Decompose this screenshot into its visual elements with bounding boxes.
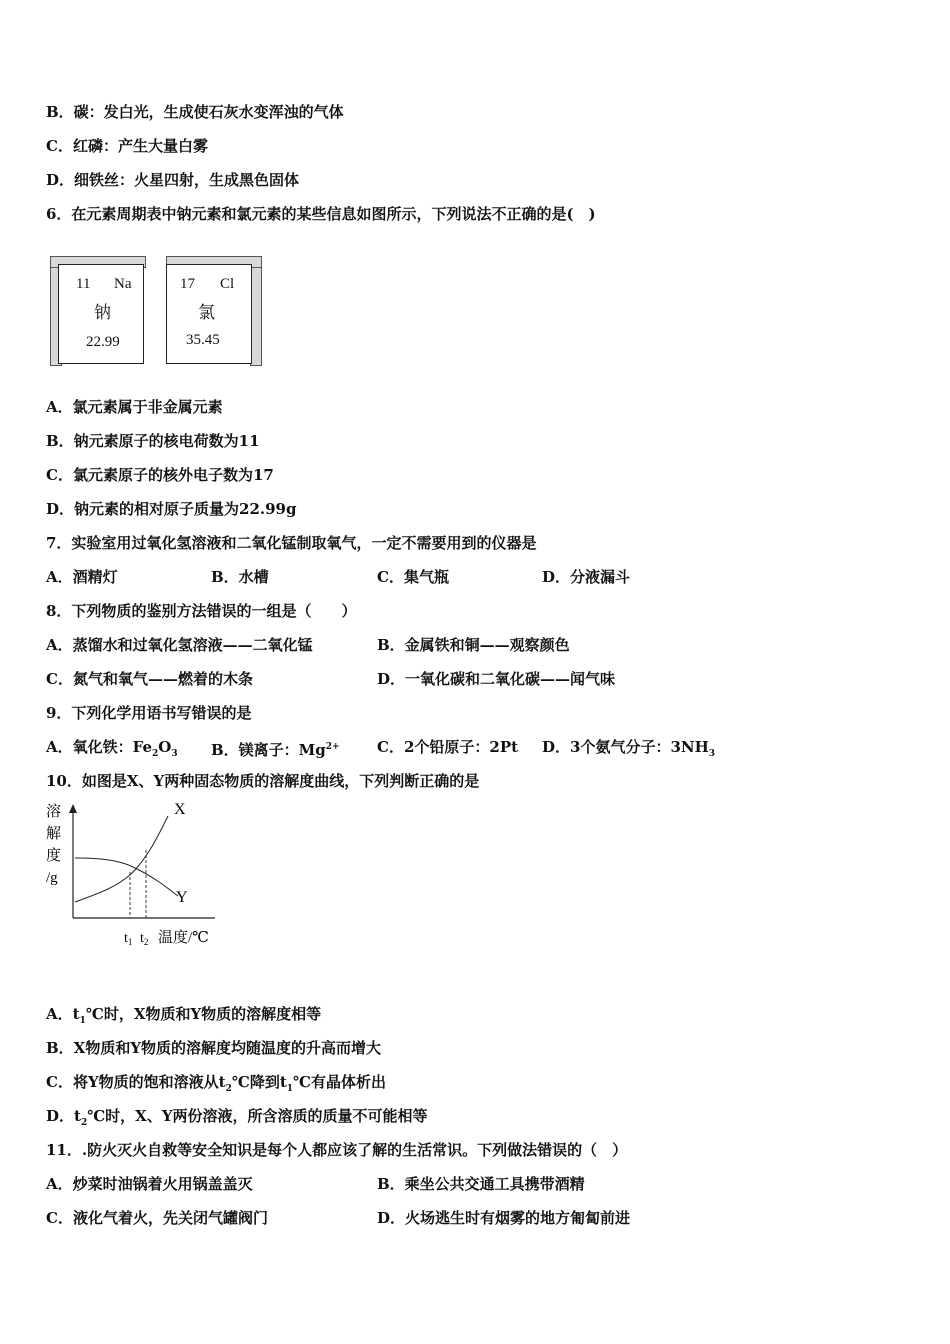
- q8-option-d: D．一氧化碳和二氧化碳——闻气味: [377, 670, 616, 688]
- q8-option-c: C．氮气和氧气——燃着的木条: [46, 670, 253, 688]
- q9-option-c: C．2个铅原子：2Pt: [377, 738, 519, 756]
- tick-t2: $t_2$: [140, 931, 149, 947]
- q8-option-b: B．金属铁和铜——观察颜色: [377, 636, 570, 654]
- q7-option-b: B．水槽: [211, 568, 269, 586]
- series-x-curve: [75, 816, 168, 902]
- series-x-label: X: [174, 801, 186, 818]
- y-axis-arrow: [69, 804, 77, 813]
- q10-option-d: D．$t_2℃$时，X、Y两份溶液，所含溶质的质量不可能相等: [46, 1107, 428, 1128]
- q6-stem: 6．在元素周期表中钠元素和氯元素的某些信息如图所示，下列说法不正确的是( ): [46, 205, 596, 223]
- q11-option-b: B．乘坐公共交通工具携带酒精: [377, 1175, 585, 1193]
- q8-stem: 8．下列物质的鉴别方法错误的一组是（ ）: [46, 602, 357, 620]
- element-symbol: Na: [114, 276, 132, 292]
- q6-option-d: D．钠元素的相对原子质量为22.99g: [46, 500, 297, 518]
- series-y-curve: [75, 858, 178, 896]
- q10-option-a: A．$t_1℃$时，X物质和Y物质的溶解度相等: [46, 1005, 322, 1026]
- q11-stem: 11．.防火灭火自救等安全知识是每个人都应该了解的生活常识。下列做法错误的（ ）: [46, 1141, 628, 1159]
- solubility-chart: [40, 798, 230, 950]
- q9-option-d: D．3个氨气分子：$3NH_3$: [542, 738, 716, 759]
- tick-t1: $t_1$: [124, 931, 133, 947]
- q5-option-d: D．细铁丝：火星四射，生成黑色固体: [46, 171, 300, 189]
- q7-option-c: C．集气瓶: [377, 568, 449, 586]
- q10-stem: 10．如图是X、Y两种固态物质的溶解度曲线，下列判断正确的是: [46, 772, 480, 790]
- q9-option-b: B．镁离子：$Mg^{2+}$: [211, 741, 340, 759]
- atomic-number: 11: [76, 276, 91, 292]
- ylabel-char-3: 度: [46, 848, 62, 864]
- series-y-label: Y: [176, 889, 188, 906]
- ylabel-char-4: /g: [46, 870, 58, 886]
- q10-option-c: C．将Y物质的饱和溶液从$t_2℃$降到$t_1℃$有晶体析出: [46, 1073, 386, 1094]
- q6-option-b: B．钠元素原子的核电荷数为11: [46, 432, 260, 450]
- element-card-sodium: [50, 256, 146, 366]
- element-name: 氯: [198, 303, 215, 323]
- element-name: 钠: [94, 303, 111, 323]
- atomic-mass: 35.45: [186, 332, 220, 348]
- element-card-chlorine: [166, 256, 262, 366]
- q7-stem: 7．实验室用过氧化氢溶液和二氧化锰制取氧气，一定不需要用到的仪器是: [46, 534, 537, 552]
- q11-option-c: C．液化气着火，先关闭气罐阀门: [46, 1209, 268, 1227]
- q11-option-a: A．炒菜时油锅着火用锅盖盖灭: [46, 1175, 253, 1193]
- q6-option-a: A．氯元素属于非金属元素: [46, 398, 223, 416]
- ylabel-char-2: 解: [46, 826, 62, 842]
- element-symbol: Cl: [220, 276, 235, 292]
- q11-option-d: D．火场逃生时有烟雾的地方匍匐前进: [377, 1209, 631, 1227]
- q7-option-d: D．分液漏斗: [542, 568, 631, 586]
- q6-option-c: C．氯元素原子的核外电子数为17: [46, 466, 274, 484]
- ylabel-char-1: 溶: [46, 804, 62, 820]
- atomic-mass: 22.99: [86, 334, 120, 350]
- q8-option-a: A．蒸馏水和过氧化氢溶液——二氧化锰: [46, 636, 313, 654]
- q5-option-b: B．碳：发白光，生成使石灰水变浑浊的气体: [46, 103, 344, 121]
- q7-option-a: A．酒精灯: [46, 568, 118, 586]
- x-axis-label: 温度/℃: [158, 930, 209, 946]
- q5-option-c: C．红磷：产生大量白雾: [46, 137, 208, 155]
- q9-option-a: A．氧化铁：$Fe_2O_3$: [46, 738, 178, 759]
- atomic-number: 17: [180, 276, 195, 292]
- q10-option-b: B．X物质和Y物质的溶解度均随温度的升高而增大: [46, 1039, 382, 1057]
- q9-stem: 9．下列化学用语书写错误的是: [46, 704, 252, 722]
